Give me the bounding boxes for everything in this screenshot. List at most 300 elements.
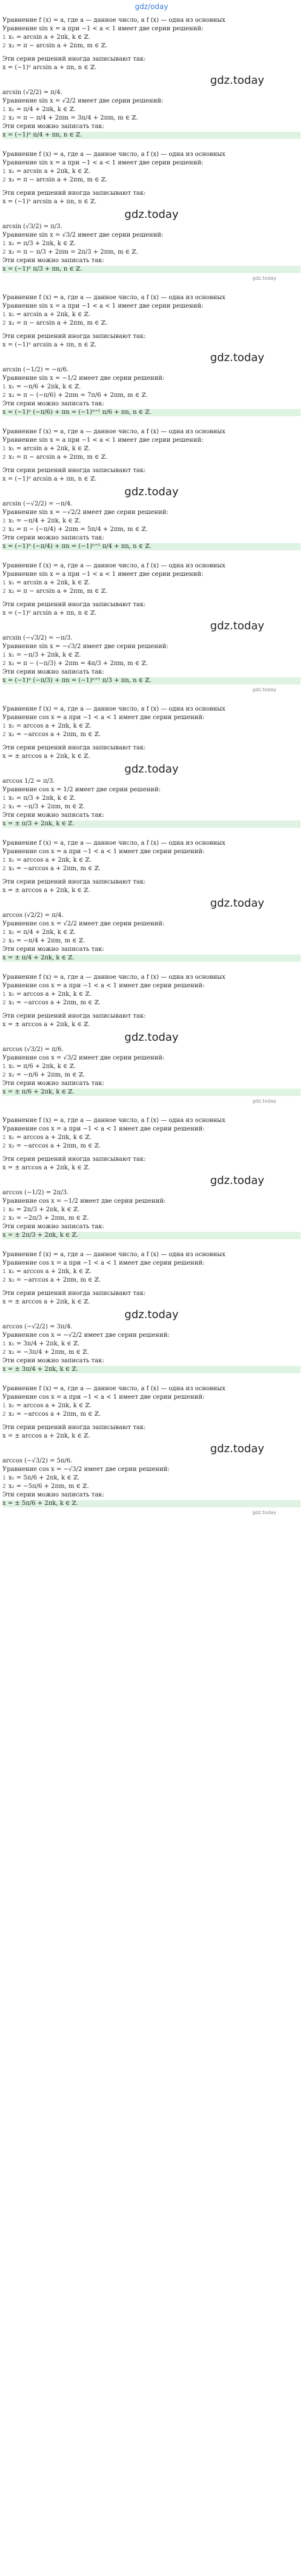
note-line bbox=[2, 1080, 301, 1087]
series-line-text: x₁ = π/4 + 2πk, k ∈ ℤ. bbox=[8, 929, 76, 936]
intro-line bbox=[2, 571, 301, 578]
equation-line bbox=[2, 921, 301, 928]
note-line-text: Эти серии можно записать так: bbox=[2, 1223, 104, 1230]
formula-line bbox=[2, 198, 301, 206]
note-line bbox=[2, 1156, 301, 1163]
series-index: 2 bbox=[2, 866, 6, 872]
note-line-text: Эти серии можно записать так: bbox=[2, 401, 104, 407]
note-line-text: Эти серии решений иногда записывают так: bbox=[2, 1290, 146, 1297]
equation-line-text: Уравнение sin x = √2/2 имеет две серии решений: bbox=[2, 98, 164, 104]
watermark-small: gdz.today bbox=[252, 1098, 276, 1104]
solution-block bbox=[0, 15, 303, 149]
spacer bbox=[2, 1518, 301, 1524]
intro-line bbox=[2, 848, 301, 856]
solution-block bbox=[0, 149, 303, 292]
series-line bbox=[2, 384, 301, 391]
formula-line bbox=[2, 342, 301, 349]
spacer bbox=[2, 963, 301, 969]
intro-line bbox=[2, 974, 301, 981]
formula-line-text: x = ± arccos a + 2πk, k ∈ ℤ. bbox=[2, 887, 90, 894]
intro-line-text: Уравнение f (x) = a, где a — данное число, а f (x) — одна из основных bbox=[2, 294, 225, 301]
intro-line-text: Уравнение sin x = a при −1 < a < 1 имеет две серии решений: bbox=[2, 25, 204, 32]
note-line-text: Эти серии решений иногда записывают так: bbox=[2, 601, 146, 608]
series-line bbox=[2, 588, 301, 595]
solution-block bbox=[0, 703, 303, 837]
watermark-small: gdz.today bbox=[252, 687, 276, 692]
spacer bbox=[2, 1240, 301, 1246]
series-line-text: x₁ = π/6 + 2πk, k ∈ ℤ. bbox=[8, 1063, 76, 1070]
note-line-text: Эти серии решений иногда записывают так: bbox=[2, 1156, 146, 1163]
series-line-text: x₁ = 5π/6 + 2πk, k ∈ ℤ. bbox=[8, 1475, 80, 1481]
equation-line bbox=[2, 1055, 301, 1062]
series-index: 1 bbox=[2, 1341, 6, 1347]
watermark-small: gdz.today bbox=[252, 276, 276, 281]
answer-line-text: x = ± 2π/3 + 2πk, k ∈ ℤ. bbox=[2, 1232, 78, 1239]
series-index: 1 bbox=[2, 857, 6, 864]
formula-line bbox=[2, 1165, 301, 1172]
series-line-text: x₂ = −arccos a + 2πm, m ∈ ℤ. bbox=[8, 1277, 101, 1283]
note-line-text: Эти серии можно записать так: bbox=[2, 1080, 104, 1087]
intro-line bbox=[2, 1117, 301, 1124]
note-line bbox=[2, 812, 301, 819]
intro-line-text: Уравнение cos x = a при −1 < a < 1 имеет две серии решений: bbox=[2, 982, 205, 989]
series-line bbox=[2, 526, 301, 533]
arc-value-line bbox=[2, 1458, 301, 1465]
content bbox=[0, 15, 303, 1526]
note-line bbox=[2, 879, 301, 886]
intro-line-text: Уравнение cos x = a при −1 < a < 1 имеет две серии решений: bbox=[2, 1260, 205, 1266]
series-index: 1 bbox=[2, 652, 6, 658]
intro-line-text: Уравнение cos x = a при −1 < a < 1 имеет две серии решений: bbox=[2, 1126, 205, 1132]
equation-line bbox=[2, 1466, 301, 1473]
answer-line-text: x = ± 5π/6 + 2πk, k ∈ ℤ. bbox=[2, 1500, 78, 1507]
series-line bbox=[2, 857, 301, 864]
series-line-text: x₂ = π − arcsin a + 2πm, m ∈ ℤ. bbox=[8, 588, 108, 595]
series-line bbox=[2, 1411, 301, 1418]
series-line bbox=[2, 795, 301, 802]
equation-line-text: Уравнение cos x = −√3/2 имеет две серии решений: bbox=[2, 1466, 170, 1473]
series-line bbox=[2, 42, 301, 50]
watermark-text: gdz.today bbox=[210, 897, 264, 910]
series-index: 1 bbox=[2, 241, 6, 247]
note-line bbox=[2, 535, 301, 542]
note-line bbox=[2, 1223, 301, 1231]
equation-line bbox=[2, 375, 301, 382]
intro-line-text: Уравнение sin x = a при −1 < a < 1 имеет две серии решений: bbox=[2, 303, 204, 309]
series-line bbox=[2, 865, 301, 873]
spacer bbox=[2, 418, 301, 424]
intro-line-text: Уравнение f (x) = a, где a — данное число, а f (x) — одна из основных bbox=[2, 151, 225, 158]
series-line-text: x₂ = π − π/3 + 2πm = 2π/3 + 2πm, m ∈ ℤ. bbox=[8, 249, 138, 255]
series-index: 2 bbox=[2, 455, 6, 461]
intro-line-text: Уравнение cos x = a при −1 < a < 1 имеет две серии решений: bbox=[2, 1394, 205, 1401]
note-line-text: Эти серии решений иногда записывают так: bbox=[2, 1424, 146, 1431]
answer-line bbox=[2, 543, 301, 550]
arc-value-line-text: arccos (−1/2) = 2π/3. bbox=[2, 1189, 69, 1196]
watermark-text: gdz.today bbox=[210, 351, 264, 364]
intro-line bbox=[2, 25, 301, 33]
series-line-text: x₂ = −2π/3 + 2πm, m ∈ ℤ. bbox=[8, 1215, 89, 1222]
intro-line bbox=[2, 1385, 301, 1393]
formula-line-text: x = (−1)ⁿ arcsin a + πn, n ∈ ℤ. bbox=[2, 476, 97, 482]
series-line bbox=[2, 320, 301, 327]
series-line-text: x₁ = arccos a + 2πk, k ∈ ℤ. bbox=[8, 991, 92, 998]
series-index: 1 bbox=[2, 1207, 6, 1213]
formula-line-text: x = ± arccos a + 2πk, k ∈ ℤ. bbox=[2, 753, 90, 760]
series-index: 1 bbox=[2, 1475, 6, 1481]
note-line-text: Эти серии можно записать так: bbox=[2, 669, 104, 675]
intro-line bbox=[2, 428, 301, 436]
header-watermark: gdz/oday bbox=[135, 2, 168, 11]
equation-line-text: Уравнение sin x = −√3/2 имеет две серии решений: bbox=[2, 643, 168, 650]
series-index: 1 bbox=[2, 107, 6, 113]
series-index: 2 bbox=[2, 661, 6, 667]
intro-line bbox=[2, 1394, 301, 1401]
note-line bbox=[2, 1013, 301, 1020]
answer-line bbox=[2, 266, 301, 273]
formula-line bbox=[2, 753, 301, 760]
series-line-text: x₁ = π/3 + 2πk, k ∈ ℤ. bbox=[8, 795, 76, 802]
intro-line-text: Уравнение sin x = a при −1 < a < 1 имеет две серии решений: bbox=[2, 160, 204, 166]
solution-block bbox=[0, 972, 303, 1115]
series-line-text: x₁ = 3π/4 + 2πk, k ∈ ℤ. bbox=[8, 1340, 80, 1347]
arc-value-line-text: arcsin (−√3/2) = −π/3. bbox=[2, 635, 73, 641]
series-line bbox=[2, 723, 301, 730]
arc-value-line-text: arccos 1/2 = π/3. bbox=[2, 778, 55, 785]
series-index: 2 bbox=[2, 1000, 6, 1006]
note-line-text: Эти серии решений иногда записывают так: bbox=[2, 333, 146, 340]
series-index: 1 bbox=[2, 446, 6, 452]
intro-line-text: Уравнение f (x) = a, где a — данное число, а f (x) — одна из основных bbox=[2, 1117, 225, 1124]
arc-value-line bbox=[2, 1046, 301, 1053]
series-line-text: x₁ = arcsin a + 2πk, k ∈ ℤ. bbox=[8, 445, 91, 452]
equation-line-text: Уравнение cos x = 1/2 имеет две серии решений: bbox=[2, 786, 161, 793]
note-line-text: Эти серии можно записать так: bbox=[2, 535, 104, 541]
note-line bbox=[2, 56, 301, 63]
note-line bbox=[2, 1357, 301, 1365]
note-line-text: Эти серии решений иногда записывают так: bbox=[2, 745, 146, 751]
watermark-text: gdz.today bbox=[124, 1031, 179, 1044]
series-line bbox=[2, 1349, 301, 1356]
series-line-text: x₂ = π − (−π/4) + 2πm = 5π/4 + 2πm, m ∈ ℤ. bbox=[8, 526, 148, 533]
series-line-text: x₂ = −π/6 + 2πm, m ∈ ℤ. bbox=[8, 1072, 85, 1078]
answer-line bbox=[2, 677, 301, 685]
note-line bbox=[2, 401, 301, 408]
series-line-text: x₁ = arcsin a + 2πk, k ∈ ℤ. bbox=[8, 34, 91, 41]
answer-line bbox=[2, 955, 301, 962]
equation-line bbox=[2, 1198, 301, 1205]
formula-line bbox=[2, 1299, 301, 1306]
series-line bbox=[2, 311, 301, 319]
intro-line-text: Уравнение f (x) = a, где a — данное число, а f (x) — одна из основных bbox=[2, 428, 225, 435]
equation-line bbox=[2, 98, 301, 105]
answer-line bbox=[2, 1089, 301, 1096]
series-line bbox=[2, 1402, 301, 1410]
note-line bbox=[2, 946, 301, 953]
answer-line-text: x = (−1)ⁿ (−π/6) + πn = (−1)ⁿ⁺¹ π/6 + πn, n ∈ ℤ. bbox=[2, 409, 152, 416]
spacer bbox=[2, 283, 301, 289]
series-index: 2 bbox=[2, 115, 6, 121]
arc-value-line bbox=[2, 501, 301, 508]
series-line-text: x₁ = −π/3 + 2πk, k ∈ ℤ. bbox=[8, 652, 81, 658]
note-line bbox=[2, 333, 301, 340]
series-line bbox=[2, 240, 301, 248]
series-line-text: x₂ = −arccos a + 2πm, m ∈ ℤ. bbox=[8, 1143, 101, 1149]
spacer bbox=[2, 1374, 301, 1381]
series-index: 2 bbox=[2, 393, 6, 399]
answer-line bbox=[2, 1500, 301, 1507]
note-line-text: Эти серии можно записать так: bbox=[2, 1492, 104, 1498]
equation-line-text: Уравнение sin x = −√2/2 имеет две серии решений: bbox=[2, 509, 168, 516]
equation-line-text: Уравнение cos x = −1/2 имеет две серии решений: bbox=[2, 1198, 166, 1205]
answer-line bbox=[2, 1232, 301, 1239]
intro-line bbox=[2, 17, 301, 24]
watermark-text: gdz.today bbox=[210, 1174, 264, 1187]
series-index: 1 bbox=[2, 992, 6, 998]
intro-line-text: Уравнение sin x = a при −1 < a < 1 имеет две серии решений: bbox=[2, 571, 204, 578]
series-line bbox=[2, 1483, 301, 1490]
spacer bbox=[2, 552, 301, 558]
equation-line bbox=[2, 786, 301, 794]
series-line-text: x₁ = arccos a + 2πk, k ∈ ℤ. bbox=[8, 857, 92, 864]
arc-value-line bbox=[2, 778, 301, 785]
series-index: 2 bbox=[2, 43, 6, 49]
equation-line bbox=[2, 643, 301, 651]
series-line-text: x₁ = arccos a + 2πk, k ∈ ℤ. bbox=[8, 723, 92, 729]
spacer bbox=[2, 51, 301, 55]
intro-line bbox=[2, 303, 301, 310]
series-line-text: x₂ = −π/3 + 2πm, m ∈ ℤ. bbox=[8, 803, 85, 810]
note-line-text: Эти серии можно записать так: bbox=[2, 946, 104, 953]
series-line bbox=[2, 34, 301, 41]
series-index: 1 bbox=[2, 169, 6, 175]
answer-line-text: x = (−1)ⁿ (−π/3) + πn = (−1)ⁿ⁺¹ π/3 + πn, n ∈ ℤ. bbox=[2, 677, 152, 684]
equation-line-text: Уравнение cos x = −√2/2 имеет две серии решений: bbox=[2, 1332, 170, 1339]
formula-line-text: x = ± arccos a + 2πk, k ∈ ℤ. bbox=[2, 1299, 90, 1305]
note-line-text: Эти серии можно записать так: bbox=[2, 123, 104, 130]
series-index: 2 bbox=[2, 1215, 6, 1222]
series-line bbox=[2, 1206, 301, 1214]
intro-line-text: Уравнение cos x = a при −1 < a < 1 имеет две серии решений: bbox=[2, 848, 205, 855]
series-line bbox=[2, 1340, 301, 1348]
equation-line bbox=[2, 232, 301, 239]
series-line bbox=[2, 1072, 301, 1079]
formula-line bbox=[2, 64, 301, 72]
note-line-text: Эти серии можно записать так: bbox=[2, 812, 104, 819]
note-line bbox=[2, 1290, 301, 1297]
equation-line-text: Уравнение cos x = √3/2 имеет две серии решений: bbox=[2, 1055, 165, 1061]
answer-line-text: x = ± 3π/4 + 2πk, k ∈ ℤ. bbox=[2, 1366, 78, 1373]
solution-block bbox=[0, 560, 303, 703]
formula-line-text: x = (−1)ⁿ arcsin a + πn, n ∈ ℤ. bbox=[2, 198, 97, 205]
equation-line-text: Уравнение sin x = √3/2 имеет две серии решений: bbox=[2, 232, 164, 238]
solution-block bbox=[0, 1383, 303, 1526]
series-line-text: x₂ = π − arcsin a + 2πm, m ∈ ℤ. bbox=[8, 177, 108, 183]
note-line-text: Эти серии можно записать так: bbox=[2, 1357, 104, 1364]
series-line bbox=[2, 1277, 301, 1284]
watermark-text: gdz.today bbox=[210, 1442, 264, 1455]
note-line-text: Эти серии решений иногда записывают так: bbox=[2, 467, 146, 474]
arc-value-line-text: arccos (−√3/2) = 5π/6. bbox=[2, 1458, 73, 1464]
note-line-text: Эти серии можно записать так: bbox=[2, 257, 104, 264]
series-index: 1 bbox=[2, 1269, 6, 1275]
series-line bbox=[2, 106, 301, 113]
series-line-text: x₁ = π/4 + 2πk, k ∈ ℤ. bbox=[8, 106, 76, 113]
series-line-text: x₁ = arccos a + 2πk, k ∈ ℤ. bbox=[8, 1268, 92, 1275]
series-index: 1 bbox=[2, 1064, 6, 1070]
series-line bbox=[2, 929, 301, 936]
intro-line-text: Уравнение f (x) = a, где a — данное число, а f (x) — одна из основных bbox=[2, 840, 225, 847]
answer-line-text: x = ± π/6 + 2πk, k ∈ ℤ. bbox=[2, 1089, 75, 1095]
note-line bbox=[2, 601, 301, 609]
arc-value-line bbox=[2, 1323, 301, 1331]
equation-line bbox=[2, 509, 301, 516]
spacer bbox=[2, 597, 301, 600]
series-line-text: x₁ = arccos a + 2πk, k ∈ ℤ. bbox=[8, 1134, 92, 1141]
formula-line bbox=[2, 610, 301, 617]
series-index: 2 bbox=[2, 1277, 6, 1283]
watermark-text: gdz.today bbox=[210, 620, 264, 632]
intro-line bbox=[2, 151, 301, 158]
note-line bbox=[2, 257, 301, 265]
formula-line bbox=[2, 1433, 301, 1440]
intro-line bbox=[2, 840, 301, 847]
intro-line-text: Уравнение f (x) = a, где a — данное число, а f (x) — одна из основных bbox=[2, 1251, 225, 1258]
solution-block bbox=[0, 1249, 303, 1383]
intro-line bbox=[2, 1251, 301, 1259]
intro-line bbox=[2, 1126, 301, 1133]
spacer bbox=[2, 140, 301, 146]
arc-value-line-text: arcsin (√3/2) = π/3. bbox=[2, 223, 62, 230]
note-line bbox=[2, 745, 301, 752]
arc-value-line bbox=[2, 912, 301, 919]
series-line-text: x₂ = π − arcsin a + 2πm, m ∈ ℤ. bbox=[8, 320, 108, 326]
intro-line-text: Уравнение f (x) = a, где a — данное число, а f (x) — одна из основных bbox=[2, 974, 225, 981]
series-line bbox=[2, 392, 301, 399]
series-index: 2 bbox=[2, 1484, 6, 1490]
arc-value-line bbox=[2, 223, 301, 231]
series-line-text: x₁ = 2π/3 + 2πk, k ∈ ℤ. bbox=[8, 1206, 80, 1213]
equation-line-text: Уравнение sin x = −1/2 имеет две серии решений: bbox=[2, 375, 165, 382]
spacer bbox=[2, 1151, 301, 1155]
intro-line-text: Уравнение f (x) = a, где a — данное число, а f (x) — одна из основных bbox=[2, 17, 225, 24]
spacer bbox=[2, 1285, 301, 1289]
arc-value-line-text: arccos (−√2/2) = 3π/4. bbox=[2, 1323, 73, 1330]
series-line bbox=[2, 454, 301, 461]
intro-line-text: Уравнение f (x) = a, где a — данное число, а f (x) — одна из основных bbox=[2, 1385, 225, 1392]
formula-line-text: x = (−1)ⁿ arcsin a + πn, n ∈ ℤ. bbox=[2, 610, 97, 617]
answer-line-text: x = (−1)ⁿ π/3 + πn, n ∈ ℤ. bbox=[2, 266, 82, 272]
watermark-text: gdz.today bbox=[124, 1308, 179, 1321]
answer-line bbox=[2, 409, 301, 416]
series-line-text: x₁ = arcsin a + 2πk, k ∈ ℤ. bbox=[8, 311, 91, 318]
intro-line bbox=[2, 563, 301, 570]
formula-line bbox=[2, 1021, 301, 1029]
note-line bbox=[2, 123, 301, 130]
answer-line bbox=[2, 820, 301, 828]
intro-line bbox=[2, 1260, 301, 1267]
spacer bbox=[2, 328, 301, 332]
equation-line-text: Уравнение cos x = √2/2 имеет две серии решений: bbox=[2, 921, 165, 927]
answer-line bbox=[2, 132, 301, 139]
series-line-text: x₂ = −π/4 + 2πm, m ∈ ℤ. bbox=[8, 938, 85, 944]
arc-value-line bbox=[2, 1189, 301, 1197]
series-index: 1 bbox=[2, 312, 6, 318]
solution-block bbox=[0, 837, 303, 972]
series-line bbox=[2, 652, 301, 659]
answer-line bbox=[2, 1366, 301, 1373]
series-line bbox=[2, 1475, 301, 1482]
note-line-text: Эти серии решений иногда записывают так: bbox=[2, 190, 146, 197]
watermark-text: gdz.today bbox=[124, 763, 179, 776]
series-line bbox=[2, 249, 301, 256]
series-line bbox=[2, 168, 301, 175]
answer-line-text: x = (−1)ⁿ (−π/4) + πn = (−1)ⁿ⁺¹ π/4 + πn, n ∈ ℤ. bbox=[2, 543, 152, 550]
spacer bbox=[2, 874, 301, 877]
intro-line bbox=[2, 160, 301, 167]
series-index: 1 bbox=[2, 35, 6, 41]
series-index: 2 bbox=[2, 1072, 6, 1078]
series-index: 2 bbox=[2, 320, 6, 326]
series-line-text: x₁ = π/3 + 2πk, k ∈ ℤ. bbox=[8, 240, 76, 247]
note-line-text: Эти серии решений иногда записывают так: bbox=[2, 879, 146, 885]
intro-line-text: Уравнение cos x = a при −1 < a < 1 имеет две серии решений: bbox=[2, 714, 205, 721]
series-index: 1 bbox=[2, 1135, 6, 1141]
formula-line-text: x = ± arccos a + 2πk, k ∈ ℤ. bbox=[2, 1021, 90, 1028]
answer-line-text: x = ± π/3 + 2πk, k ∈ ℤ. bbox=[2, 820, 75, 827]
series-index: 1 bbox=[2, 580, 6, 586]
intro-line-text: Уравнение f (x) = a, где a — данное число, а f (x) — одна из основных bbox=[2, 706, 225, 712]
series-line-text: x₂ = π − π/4 + 2πm = 3π/4 + 2πm, m ∈ ℤ. bbox=[8, 115, 138, 121]
series-index: 2 bbox=[2, 1350, 6, 1356]
answer-line-text: x = (−1)ⁿ π/4 + πn, n ∈ ℤ. bbox=[2, 132, 82, 138]
series-line bbox=[2, 445, 301, 453]
solution-block bbox=[0, 292, 303, 426]
series-index: 2 bbox=[2, 1143, 6, 1149]
series-line-text: x₂ = −arccos a + 2πm, m ∈ ℤ. bbox=[8, 999, 101, 1006]
series-line-text: x₂ = π − (−π/3) + 2πm = 4π/3 + 2πm, m ∈ ℤ. bbox=[8, 660, 148, 667]
formula-line-text: x = (−1)ⁿ arcsin a + πn, n ∈ ℤ. bbox=[2, 342, 97, 348]
series-line bbox=[2, 991, 301, 998]
series-line bbox=[2, 580, 301, 587]
series-index: 2 bbox=[2, 804, 6, 810]
note-line-text: Эти серии решений иногда записывают так: bbox=[2, 56, 146, 63]
arc-value-line-text: arcsin (√2/2) = π/4. bbox=[2, 89, 62, 96]
series-index: 1 bbox=[2, 384, 6, 390]
note-line bbox=[2, 1424, 301, 1432]
series-line bbox=[2, 1143, 301, 1150]
arc-value-line bbox=[2, 367, 301, 374]
series-line-text: x₁ = arcsin a + 2πk, k ∈ ℤ. bbox=[8, 168, 91, 175]
series-line-text: x₂ = −arccos a + 2πm, m ∈ ℤ. bbox=[8, 1411, 101, 1418]
intro-line bbox=[2, 706, 301, 713]
spacer bbox=[2, 829, 301, 835]
note-line bbox=[2, 467, 301, 475]
series-line bbox=[2, 1215, 301, 1222]
intro-line bbox=[2, 982, 301, 990]
series-line bbox=[2, 803, 301, 811]
series-line bbox=[2, 1134, 301, 1141]
solution-block bbox=[0, 426, 303, 560]
series-index: 2 bbox=[2, 938, 6, 944]
spacer bbox=[2, 740, 301, 743]
arc-value-line-text: arcsin (−√2/2) = −π/4. bbox=[2, 501, 73, 507]
series-line bbox=[2, 115, 301, 122]
spacer bbox=[2, 185, 301, 189]
series-index: 1 bbox=[2, 723, 6, 729]
series-index: 1 bbox=[2, 518, 6, 524]
note-line-text: Эти серии решений иногда записывают так: bbox=[2, 1013, 146, 1019]
